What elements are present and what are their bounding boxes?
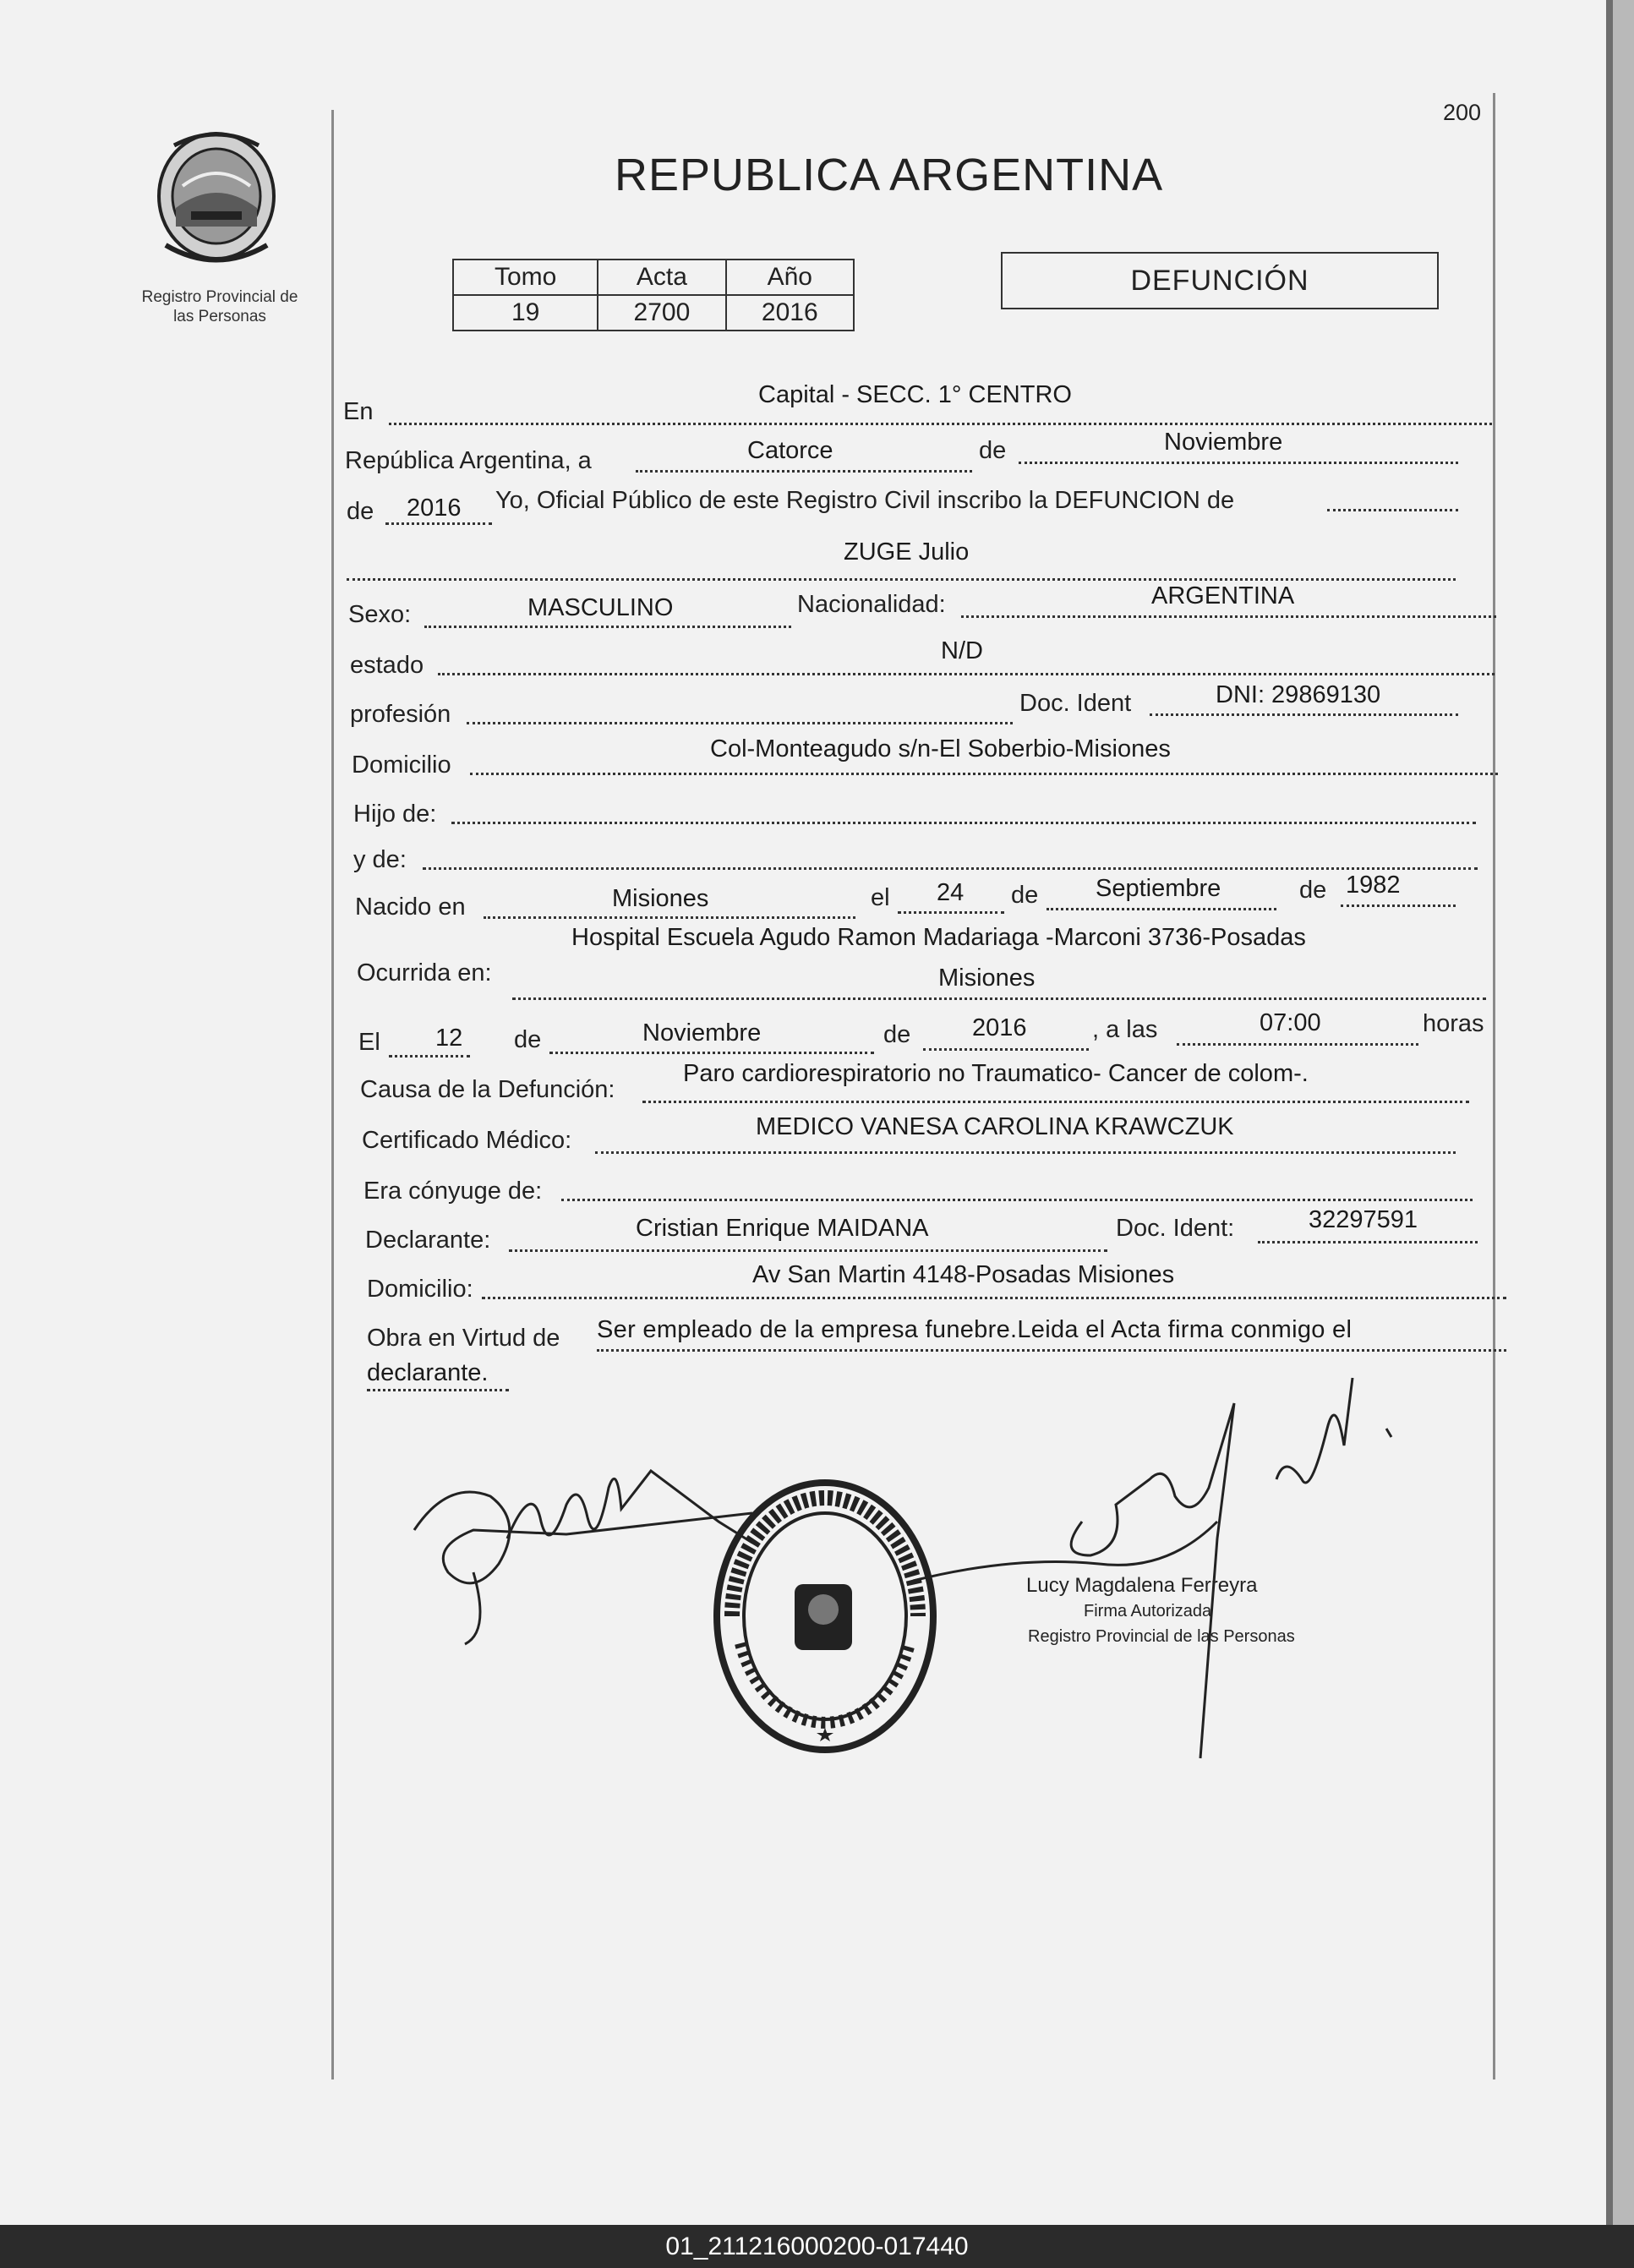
death-month: Noviembre xyxy=(642,1019,762,1047)
left-margin-rule xyxy=(331,110,334,2079)
sexo-value: MASCULINO xyxy=(527,594,674,621)
obra-value: Ser empleado de la empresa funebre.Leida el Acta firma conmigo el xyxy=(597,1316,1353,1343)
estado-value: N/D xyxy=(941,637,983,664)
horas-label: horas xyxy=(1423,1010,1484,1037)
decl-doc-label: Doc. Ident: xyxy=(1116,1215,1235,1242)
birth-year: 1982 xyxy=(1346,872,1401,899)
estado-label: estado xyxy=(350,652,424,679)
de1-label: de xyxy=(979,437,1007,464)
domicilio-label: Domicilio xyxy=(352,751,451,779)
page-edge xyxy=(1613,0,1634,2225)
obra-value-line2: declarante. xyxy=(367,1359,489,1386)
decl-doc-dotted-line xyxy=(1258,1241,1478,1243)
doc-ident-label: Doc. Ident xyxy=(1019,690,1132,717)
day-value: Catorce xyxy=(747,437,833,464)
profesion-dotted-line xyxy=(467,722,1013,724)
profesion-label: profesión xyxy=(350,701,451,728)
certificado-label: Certificado Médico: xyxy=(362,1127,572,1154)
document-type-box xyxy=(1001,252,1439,309)
officer-name: Lucy Magdalena Ferreyra xyxy=(1026,1574,1258,1597)
death-de1-label: de xyxy=(514,1026,542,1053)
registry-value-acta: 2700 xyxy=(598,295,725,331)
en-dotted-line xyxy=(389,423,1492,425)
nacido-label: Nacido en xyxy=(355,894,466,921)
alas-label: , a las xyxy=(1092,1016,1158,1043)
estado-dotted-line xyxy=(438,673,1495,675)
logo-caption-line1: Registro Provincial de xyxy=(141,288,298,306)
obra-dotted-line xyxy=(597,1349,1506,1352)
nacionalidad-value: ARGENTINA xyxy=(1151,582,1295,609)
doc-ident-dotted-line xyxy=(1150,713,1458,716)
year-value: 2016 xyxy=(407,495,462,522)
conyuge-dotted-line xyxy=(561,1199,1473,1201)
birth-day: 24 xyxy=(937,879,965,906)
officer-signature xyxy=(913,1353,1420,1767)
document-type-label: DEFUNCIÓN xyxy=(1130,265,1309,297)
decl-doc-value: 32297591 xyxy=(1309,1206,1418,1233)
official-stamp xyxy=(707,1474,943,1762)
yde-dotted-line xyxy=(423,867,1478,870)
de2-label: de xyxy=(347,498,374,525)
registry-table xyxy=(452,259,855,331)
officer-role: Firma Autorizada xyxy=(1084,1602,1212,1620)
causa-dotted-line xyxy=(642,1101,1469,1103)
declarante-value: Cristian Enrique MAIDANA xyxy=(636,1215,929,1242)
oficial-dotted-line xyxy=(1327,509,1458,511)
declarante-dotted-line xyxy=(509,1249,1107,1252)
month-value: Noviembre xyxy=(1164,429,1283,456)
year-dotted-line xyxy=(385,522,492,525)
domicilio-value: Col-Monteagudo s/n-El Soberbio-Misiones xyxy=(710,735,1171,762)
decl-domicilio-dotted-line xyxy=(482,1297,1506,1299)
birth-day-dotted-line xyxy=(898,911,1004,914)
death-time-dotted-line xyxy=(1177,1043,1418,1046)
registry-header-row xyxy=(453,260,854,295)
death-year-dotted-line xyxy=(923,1048,1089,1051)
certificado-value: MEDICO VANESA CAROLINA KRAWCZUK xyxy=(756,1113,1234,1140)
ocurrida-label: Ocurrida en: xyxy=(357,959,492,986)
birth-de2-label: de xyxy=(1299,877,1327,904)
right-margin-rule xyxy=(1493,93,1495,2079)
yde-label: y de: xyxy=(353,846,407,873)
declarant-signature xyxy=(397,1429,752,1657)
doc-ident-value: DNI: 29869130 xyxy=(1216,681,1381,708)
page-number: 200 xyxy=(1443,100,1482,125)
hijo-label: Hijo de: xyxy=(353,801,437,828)
registry-value-ano: 2016 xyxy=(726,295,854,331)
registry-header-ano: Año xyxy=(726,260,854,295)
logo-caption-line2: las Personas xyxy=(173,308,266,325)
registry-header-acta: Acta xyxy=(598,260,725,295)
month-dotted-line xyxy=(1019,462,1458,464)
birth-de1-label: de xyxy=(1011,882,1039,909)
ocurrida-dotted-line xyxy=(512,997,1486,1000)
causa-label: Causa de la Defunción: xyxy=(360,1076,615,1103)
hijo-dotted-line xyxy=(451,822,1476,824)
province-seal-logo xyxy=(149,127,284,271)
death-day: 12 xyxy=(435,1025,463,1052)
en-value: Capital - SECC. 1° CENTRO xyxy=(758,381,1072,408)
ocurrida-line2: Misiones xyxy=(938,965,1036,992)
certificado-dotted-line xyxy=(595,1151,1456,1154)
en-label: En xyxy=(343,398,374,425)
nacionalidad-dotted-line xyxy=(961,615,1496,618)
page-edge-shadow xyxy=(1606,0,1613,2225)
page-title: REPUBLICA ARGENTINA xyxy=(615,150,1164,200)
death-year: 2016 xyxy=(972,1014,1027,1041)
birth-year-dotted-line xyxy=(1341,904,1456,907)
deceased-name: ZUGE Julio xyxy=(844,538,970,566)
domicilio-dotted-line xyxy=(470,773,1498,775)
birth-month-dotted-line xyxy=(1047,908,1276,910)
nacido-value: Misiones xyxy=(612,885,709,912)
decl-domicilio-label: Domicilio: xyxy=(367,1276,473,1303)
footer-code: 01_211216000200-017440 xyxy=(665,2232,969,2260)
obra-label: Obra en Virtud de xyxy=(367,1325,560,1352)
ocurrida-line1: Hospital Escuela Agudo Ramon Madariaga -Marconi 3736-Posadas xyxy=(571,924,1306,951)
republica-label: República Argentina, a xyxy=(345,447,592,474)
registry-header-tomo: Tomo xyxy=(453,260,598,295)
death-time: 07:00 xyxy=(1260,1009,1321,1036)
obra-line2-dotted xyxy=(367,1389,509,1391)
death-day-dotted-line xyxy=(389,1055,470,1057)
causa-value: Paro cardiorespiratorio no Traumatico- Cancer de colom-. xyxy=(683,1060,1309,1087)
registry-value-tomo: 19 xyxy=(453,295,598,331)
officer-office: Registro Provincial de las Personas xyxy=(1028,1627,1295,1646)
decl-domicilio-value: Av San Martin 4148-Posadas Misiones xyxy=(752,1261,1175,1288)
nacionalidad-label: Nacionalidad: xyxy=(797,591,946,618)
declarante-label: Declarante: xyxy=(365,1227,491,1254)
death-de2-label: de xyxy=(883,1021,911,1048)
registry-value-row xyxy=(453,295,854,331)
death-el-label: El xyxy=(358,1029,380,1056)
logo-caption xyxy=(110,287,330,326)
birth-el-label: el xyxy=(871,884,890,911)
sexo-dotted-line xyxy=(424,626,791,628)
day-dotted-line xyxy=(636,470,972,473)
nacido-dotted-line xyxy=(484,916,855,919)
oficial-text: Yo, Oficial Público de este Registro Civil inscribo la DEFUNCION de xyxy=(495,487,1235,514)
name-dotted-line xyxy=(347,578,1456,581)
conyuge-label: Era cónyuge de: xyxy=(363,1178,543,1205)
birth-month: Septiembre xyxy=(1096,875,1221,902)
sexo-label: Sexo: xyxy=(348,601,412,628)
death-month-dotted-line xyxy=(549,1052,874,1054)
